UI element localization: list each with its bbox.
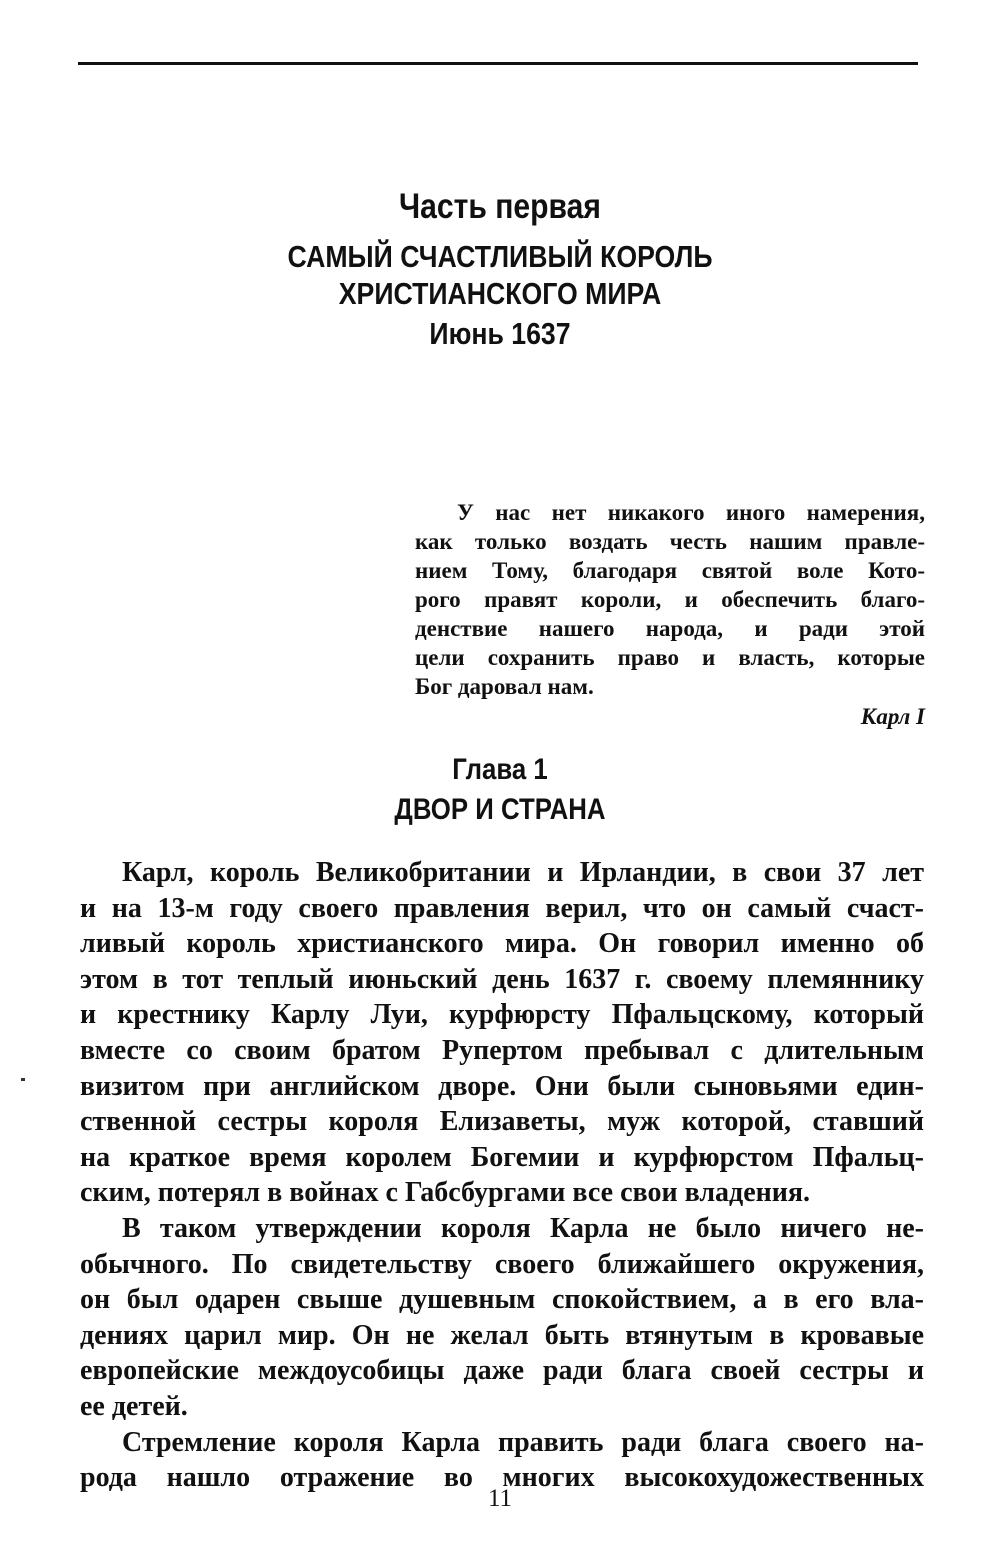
- part-title-line-2: ХРИСТИАНСКОГО МИРА: [338, 276, 662, 311]
- body-line: визитом при английском дворе. Они были сыновьями един-: [80, 1070, 924, 1102]
- epigraph-author: Карл I: [860, 704, 925, 729]
- body-line: обычного. По свидетельству своего ближайшего окружения,: [80, 1248, 924, 1280]
- body-line: и крестнику Карлу Луи, курфюрсту Пфальцскому, который: [80, 999, 924, 1031]
- top-rule: [78, 62, 918, 65]
- body-line: на краткое время королем Богемии и курфюрстом Пфальц-: [80, 1141, 924, 1173]
- epigraph-line: как только воздать честь нашим правле-: [415, 529, 925, 554]
- body-line: этом в тот теплый июньский день 1637 г. своему племяннику: [80, 963, 924, 995]
- epigraph: [415, 498, 925, 731]
- body-line: ливый король христианского мира. Он говорил именно об: [80, 928, 924, 960]
- epigraph-line: рого правят короли, и обеспечить благо-: [415, 587, 925, 612]
- chapter-title: ДВОР И СТРАНА: [394, 793, 606, 826]
- chapter-label: Глава 1: [452, 753, 548, 786]
- body-line: дениях царил мир. Он не желал быть втянутым в кровавые: [80, 1319, 924, 1351]
- epigraph-line: Бог даровал нам.: [415, 674, 594, 699]
- page-number: 11: [487, 1485, 513, 1512]
- body-line: ственной сестры короля Елизаветы, муж которой, ставший: [80, 1106, 924, 1138]
- epigraph-line: денствие нашего народа, и ради этой: [415, 616, 925, 641]
- body-line: вместе со своим братом Рупертом пребывал с длительным: [80, 1034, 924, 1066]
- body-line: европейские междоусобицы даже ради блага своей сестры и: [80, 1355, 924, 1387]
- body-line: ским, потерял в войнах с Габсбургами все свои владения.: [80, 1177, 811, 1209]
- body-text: [80, 855, 924, 1496]
- part-label: Часть первая: [399, 187, 601, 226]
- body-line: и на 13-м году своего правления верил, что он самый счаст-: [80, 892, 924, 924]
- body-line: В таком утверждении короля Карла не было ничего не-: [122, 1212, 924, 1244]
- epigraph-line: нием Тому, благодаря святой воле Кото-: [415, 558, 925, 583]
- epigraph-line: У нас нет никакого иного намерения,: [457, 500, 925, 525]
- part-date: Июнь 1637: [429, 316, 571, 351]
- body-line: ее детей.: [80, 1390, 188, 1422]
- part-title-line-1: САМЫЙ СЧАСТЛИВЫЙ КОРОЛЬ: [287, 239, 713, 274]
- body-line: рода нашло отражение во многих высокохудожественных: [80, 1462, 924, 1494]
- epigraph-line: цели сохранить право и власть, которые: [415, 645, 925, 670]
- margin-mark: [21, 1078, 25, 1081]
- body-line: Карл, король Великобритании и Ирландии, в свои 37 лет: [122, 857, 924, 888]
- body-line: он был одарен свыше душевным спокойствием, а в его вла-: [80, 1284, 924, 1316]
- body-line: Стремление короля Карла править ради блага своего на-: [122, 1426, 924, 1458]
